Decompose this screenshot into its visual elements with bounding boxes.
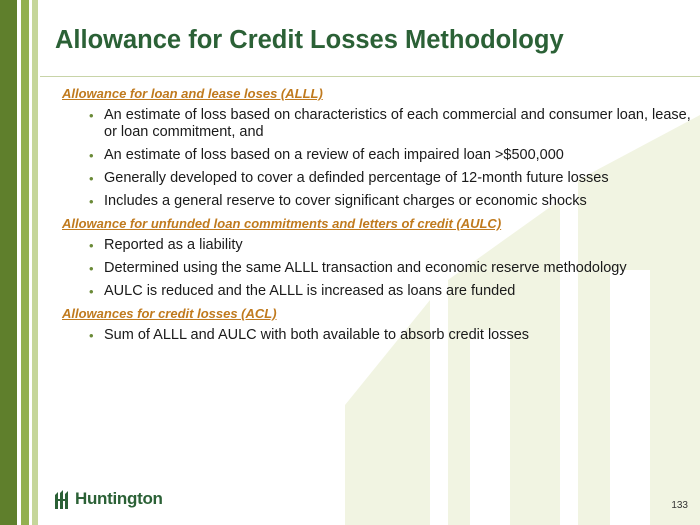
bullet-icon: • [89,148,94,163]
bullet-item: • Includes a general reserve to cover significant charges or economic shocks [89,193,587,209]
bullet-item: • AULC is reduced and the ALLL is increased as loans are funded [89,283,516,299]
page-number: 133 [671,500,688,511]
logo-text: Huntington [75,489,163,508]
watermark-gap-middle [470,330,510,525]
title-divider [40,76,700,77]
slide-content [62,86,692,350]
huntington-logo [53,489,163,509]
bullet-item: • Generally developed to cover a definded percentage of 12-month future losses [89,170,609,186]
bullet-item: • Sum of ALLL and AULC with both available to absorb credit losses [89,327,530,343]
bullet-icon: • [89,108,94,123]
bullet-item: • Determined using the same ALLL transaction and economic reserve methodology [89,260,627,276]
bullet-list-acl [62,327,692,344]
section-heading-acl: Allowances for credit losses (ACL) [62,306,277,321]
bullet-icon: • [89,194,94,209]
bullet-icon: • [89,171,94,186]
bullet-icon: • [89,284,94,299]
section-heading-alll: Allowance for loan and lease loses (ALLL) [62,86,323,101]
bullet-item: • An estimate of loss based on characteristics of each commercial and consumer loan, lease, or loan commitment, and [89,107,691,140]
bullet-icon: • [89,328,94,343]
slide-title: Allowance for Credit Losses Methodology [55,26,564,54]
bullet-item: • An estimate of loss based on a review of each impaired loan >$500,000 [89,147,564,163]
section-heading-aulc: Allowance for unfunded loan commitments and letters of credit (AULC) [62,216,502,231]
bullet-item: • Reported as a liability [89,237,243,253]
bullet-icon: • [89,238,94,253]
bullet-list-alll [62,107,692,210]
bullet-icon: • [89,261,94,276]
huntington-logo-icon [53,489,71,509]
bullet-list-aulc [62,237,692,300]
